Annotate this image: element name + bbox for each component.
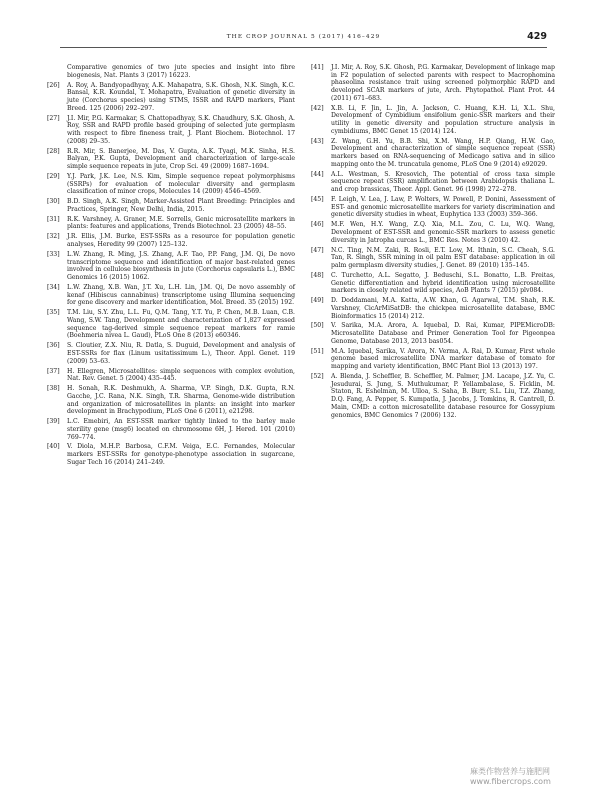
reference-text: B.D. Singh, A.K. Singh, Marker-Assisted Plant Breeding: Principles and Practices, Springer, New Delhi, India, 2015.: [67, 198, 295, 213]
reference-number: [47]: [311, 246, 324, 254]
reference-item: [47, 233, 295, 248]
reference-text: Y.J. Park, J.K. Lee, N.S. Kim, Simple sequence repeat polymorphisms (SSRPs) for evaluation of molecular diversity and germplasm classification of minor crops, Molecules 14 (2009) 4546–4569.: [67, 172, 295, 196]
reference-item: [47, 309, 295, 340]
reference-text: Z. Wang, G.H. Yu, B.B. Shi, X.M. Wang, H.P. Qiang, H.W. Gao, Development and characterization of simple sequence repeat (SSR) markers based on RNA-sequencing of Medicago sativa and in silico mapping onto the M. truncatula genome, PLoS One 9 (2014) e92029.: [331, 137, 555, 168]
reference-text: A. Blenda, J. Scheffler, B. Scheffler, M. Palmer, J.M. Lacape, J.Z. Yu, C. Jesudurai, S. Jung, S. Muthukumar, P. Yellambalase, S. Ficklin, M. Staton, R. Eshelman, M. Ulloa, S. Saha, B. Burr, S.L. Liu, T.Z. Zhang, D.Q. Fang, A. Pepper, S. Kumpatla, J. Jacobs, J. Tomkins, R. Cantrell, D. Main, CMD: a cotton microsatellite database resource for Gossypium genomics, BMC Genomics 7 (2006) 132.: [331, 373, 555, 419]
reference-item: [311, 297, 555, 320]
reference-item: [47, 115, 295, 146]
reference-number: [40]: [47, 443, 60, 451]
reference-text: J.I. Mir, A. Roy, S.K. Ghosh, P.G. Karmakar, Development of linkage map in F2 population of selected parents with respect to Macrophomina phaseolina resistance trait using screened polymorphic RAPD and developed SCAR markers of jute, Arch. Phytopathol. Plant Prot. 44 (2011) 671–683.: [331, 64, 555, 102]
reference-item: [311, 171, 555, 194]
reference-item: [311, 272, 555, 295]
reference-text: A.L. Westman, S. Kresovich, The potential of cross taxa simple sequence repeat (SSR) amplification between Arabidopsis thaliana L. and crop brassicas, Theor. Appl. Genet. 96 (1998) 272–278.: [331, 170, 555, 194]
reference-item: [47, 251, 295, 282]
reference-text: N.C. Ting, N.M. Zaki, R. Rosli, E.T. Low, M. Ithnin, S.C. Cheah, S.G. Tan, R. Singh, SSR mining in oil palm EST database: application in oil palm germplasm diversity studies, J. Genet. 89 (2010) 135–145.: [331, 246, 555, 269]
reference-text: H. Ellegren, Microsatellites: simple sequences with complex evolution, Nat. Rev. Genet. 5 (2004) 435–445.: [67, 367, 295, 383]
reference-item: [311, 247, 555, 270]
page-number: 429: [527, 31, 547, 42]
reference-number: [45]: [311, 196, 324, 203]
page-header: [60, 33, 547, 48]
reference-text: C. Turchetto, A.L. Segatto, J. Beduschi, S.L. Bonatto, L.B. Freitas, Genetic differentiation and hybrid identification using microsatellite markers in closely related wild species, AoB Plants 7 (2015) plv084.: [331, 271, 555, 295]
reference-text: Comparative genomics of two jute species and insight into fibre biogenesis, Nat. Plants 3 (2017) 16223.: [67, 64, 295, 79]
reference-item: [47, 173, 295, 196]
reference-item: [311, 64, 555, 103]
reference-item: [47, 82, 295, 113]
reference-column-left: [47, 64, 295, 469]
reference-item: [311, 373, 555, 419]
reference-number: [29]: [47, 172, 60, 180]
reference-number: [28]: [47, 147, 60, 155]
reference-number: [36]: [47, 342, 60, 350]
reference-number: [31]: [47, 215, 60, 223]
reference-number: [33]: [47, 250, 60, 258]
reference-text: R.K. Varshney, A. Graner, M.E. Sorrells, Genic microsatellite markers in plants: features and applications, Trends Biotechnol. 23 (2005) 48–55.: [67, 215, 295, 231]
reference-item: [47, 216, 295, 231]
reference-item: [311, 322, 555, 345]
reference-text: D. Doddamani, M.A. Katta, A.W. Khan, G. Agarwal, T.M. Shah, R.K. Varshney, CicArMiSatDB: the chickpea microsatellite database, BMC Bioinformatics 15 (2014) 212.: [331, 297, 555, 320]
reference-number: [48]: [311, 271, 324, 279]
reference-text: M.F. Wen, H.Y. Wang, Z.Q. Xia, M.L. Zou, C. Lu, W.Q. Wang, Development of EST-SSR and genomic-SSR markers to assess genetic diversity in Jatropha curcas L., BMC Res. Notes 3 (2010) 42.: [331, 221, 555, 244]
reference-text: V. Diola, M.H.P. Barbosa, C.F.M. Veiga, E.C. Fernandes, Molecular markers EST-SSRs for genotype-phenotype association in sugarcane, Sugar Tech 16 (2014) 241–249.: [67, 443, 295, 466]
reference-item: [311, 105, 555, 136]
reference-item: [311, 221, 555, 244]
reference-number: [51]: [311, 347, 324, 355]
reference-number: [30]: [47, 198, 60, 206]
reference-item: [47, 418, 295, 441]
reference-text: A. Roy, A. Bandyopadhyay, A.K. Mahapatra, S.K. Ghosh, N.K. Singh, K.C. Bansal, K.R. Koundal, T. Mohapatra, Evaluation of genetic diversity in jute (Corchorus species) using STMS, ISSR and RAPD markers, Plant Breed. 125 (2006) 292–297.: [67, 81, 295, 112]
reference-number: [38]: [47, 385, 60, 393]
reference-number: [43]: [311, 137, 324, 145]
reference-number: [35]: [47, 309, 60, 317]
reference-number: [26]: [47, 81, 60, 89]
reference-text: X.B. Li, F. Jin, L. Jin, A. Jackson, C. Huang, K.H. Li, X.L. Shu, Development of Cymbidium ensifolium genic-SSR markers and their utility in genetic diversity and population structure analysis in cymbidiums, BMC Genet 15 (2014) 124.: [331, 104, 555, 135]
reference-item: [47, 284, 295, 307]
reference-text: S. Cloutier, Z.X. Niu, R. Datla, S. Duguid, Development and analysis of EST-SSRs for flax (Linum usitatissimum L.), Theor. Appl. Genet. 119 (2009) 53–63.: [67, 342, 295, 365]
reference-text: V. Sarika, M.A. Arora, A. Iquebal, D. Rai, Kumar, PIPEMicroDB: Microsatellite Database and Primer Generation Tool for Pigeonpea Genome, Database 2013, 2013 bas054.: [331, 322, 555, 345]
reference-text: J.I. Mir, P.G. Karmakar, S. Chattopadhyay, S.K. Chaudhury, S.K. Ghosh, A. Roy, SSR and RAPD profile based grouping of selected jute germplasm with respect to fibre fineness trait, J. Plant Biochem. Biotechnol. 17 (2008) 29–35.: [67, 114, 295, 145]
reference-item: [311, 196, 555, 219]
reference-item: [311, 138, 555, 169]
reference-number: [37]: [47, 367, 60, 375]
reference-text: M.A. Iquebal, Sarika, V. Arora, N. Verma, A. Rai, D. Kumar, First whole genome based microsatellite DNA marker database of tomato for mapping and variety identification, BMC Plant Biol 13 (2013) 197.: [331, 347, 555, 371]
reference-number: [46]: [311, 221, 324, 229]
reference-text: J.R. Ellis, J.M. Burke, EST-SSRs as a resource for population genetic analyses, Heredity 99 (2007) 125–132.: [67, 233, 295, 249]
reference-item: [47, 198, 295, 213]
reference-text: H. Sonah, R.K. Deshmukh, A. Sharma, V.P. Singh, D.K. Gupta, R.N. Gacche, J.C. Rana, N.K. Singh, T.R. Sharma, Genome-wide distribution and organization of microsatellites in plants: an insight into marker development in Brachypodium, PLoS One 6 (2011), e21298.: [67, 385, 295, 416]
reference-number: [32]: [47, 233, 60, 241]
reference-text: L.C. Emebiri, An EST-SSR marker tightly linked to the barley male sterility gene (msg6) located on chromosome 6H, J. Hered. 101 (2010) 769–774.: [67, 418, 295, 441]
reference-item: [47, 443, 295, 466]
reference-text: R.R. Mir, S. Banerjee, M. Das, V. Gupta, A.K. Tyagi, M.K. Sinha, H.S. Balyan, P.K. Gupta, Development and characterization of large-scale simple sequence repeats in jute, Crop Sci. 49 (2009) 1687–1694.: [67, 147, 295, 170]
reference-number: [42]: [311, 104, 324, 112]
running-head: THE CROP JOURNAL 5 (2017) 416–429: [226, 34, 381, 40]
reference-text: F. Leigh, V. Lea, J. Law, P. Wolters, W. Powell, P. Donini, Assessment of EST- and genomic microsatellite markers for variety discrimination and genetic diversity studies in wheat, Euphytica 133 (2003) 359–366.: [331, 196, 555, 219]
reference-item: [47, 342, 295, 365]
reference-item: [311, 348, 555, 371]
reference-text: L.W. Zhang, R. Ming, J.S. Zhang, A.F. Tao, P.P. Fang, J.M. Qi, De novo transcriptome sequence and identification of major bast-related genes involved in cellulose biosynthesis in jute (Corchorus capsularis L.), BMC Genomics 16 (2015) 1062.: [67, 250, 295, 282]
reference-text: T.M. Liu, S.Y. Zhu, L.L. Fu, Q.M. Tang, Y.T. Yu, P. Chen, M.B. Luan, C.B. Wang, S.W. Tang, Development and characterization of 1,827 expressed sequence tag-derived simple sequence repeat markers for ramie (Boehmeria nivea L. Gaud), PLoS One 8 (2013) e60346.: [67, 309, 295, 340]
reference-item: [47, 148, 295, 171]
reference-number: [41]: [311, 64, 324, 71]
reference-text: L.W. Zhang, X.B. Wan, J.T. Xu, L.H. Lin, J.M. Qi, De novo assembly of kenaf (Hibiscus cannabinus) transcriptome using Illumina sequencing for gene discovery and marker identification, Mol. Breed. 35 (2015) 192.: [67, 283, 295, 307]
reference-item: [47, 64, 295, 79]
reference-number: [44]: [311, 170, 324, 178]
reference-item: [47, 385, 295, 416]
reference-number: [49]: [311, 297, 324, 305]
reference-item: [47, 368, 295, 383]
reference-number: [34]: [47, 283, 60, 291]
watermark: 麻类作物营养与施肥网 www.fibercrops.com: [470, 767, 551, 786]
reference-number: [50]: [311, 322, 324, 330]
reference-column-right: [311, 64, 555, 421]
reference-number: [27]: [47, 114, 60, 122]
reference-number: [39]: [47, 418, 60, 426]
reference-number: [52]: [311, 373, 324, 381]
